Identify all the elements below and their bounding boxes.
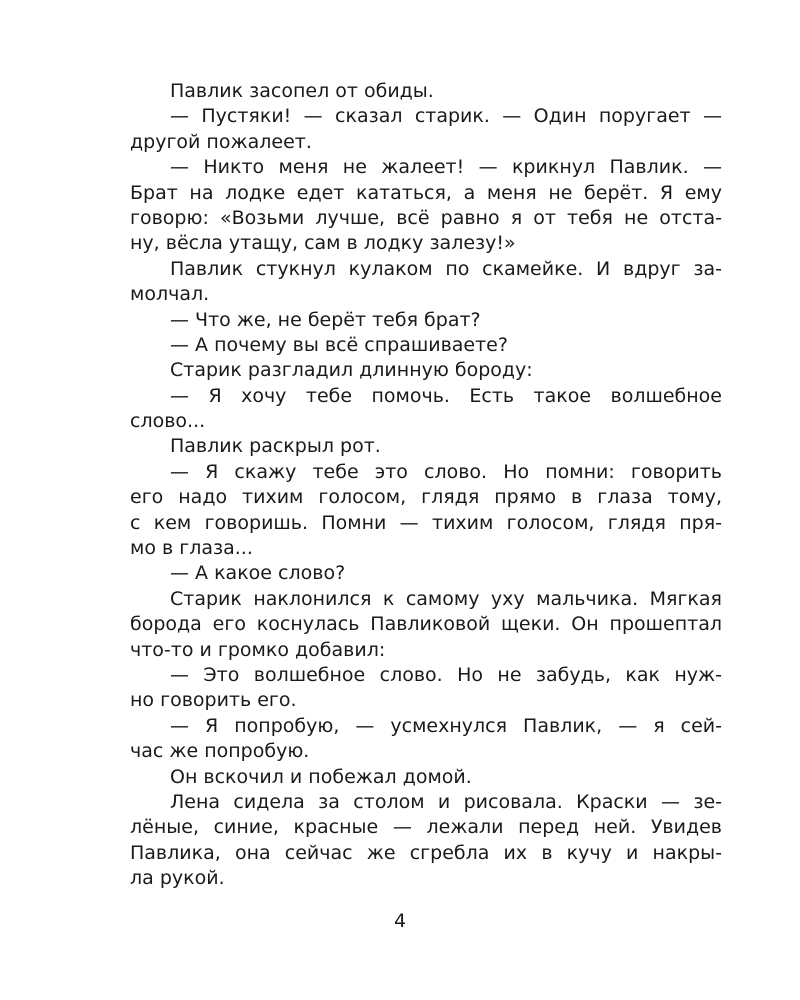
text-line: Он вскочил и побежал домой.: [170, 765, 472, 788]
text-line: Павлик засопел от обиды.: [170, 80, 434, 102]
text-line: Старик наклонился к самому уху мальчика. Мягкая: [170, 587, 722, 610]
text-line: говорю: «Возьми лучше, всё равно я от тебя не отста-: [130, 206, 722, 229]
text-line: час же попробую.: [130, 740, 310, 763]
text-line: ну, вёсла утащу, сам в лодку залезу!»: [130, 232, 516, 255]
text-line: его надо тихим голосом, глядя прямо в глаза тому,: [130, 486, 722, 509]
text-line: слово...: [130, 410, 206, 433]
text-line: с кем говоришь. Помни — тихим голосом, глядя пря-: [130, 511, 722, 534]
text-line: Павлика, она сейчас же сгребла их в кучу и накры-: [130, 841, 722, 864]
text-line: другой пожалеет.: [130, 130, 312, 153]
text-line: борода его коснулась Павликовой щеки. Он прошептал: [130, 613, 722, 636]
book-page-text: [130, 79, 722, 892]
text-line: Лена сидела за столом и рисовала. Краски — зе-: [170, 790, 722, 813]
text-line: молчал.: [130, 283, 210, 306]
text-line: — Я хочу тебе помочь. Есть такое волшебное: [170, 384, 722, 407]
text-line: что-то и громко добавил:: [130, 638, 386, 661]
text-line: — Я скажу тебе это слово. Но помни: говорить: [170, 460, 722, 483]
text-line: — А какое слово?: [170, 562, 346, 585]
text-line: — Это волшебное слово. Но не забудь, как нуж-: [170, 663, 722, 686]
text-line: — А почему вы всё спрашиваете?: [170, 333, 508, 356]
text-line: — Я попробую, — усмехнулся Павлик, — я сей-: [170, 714, 722, 737]
text-line: лёные, синие, красные — лежали перед ней. Увидев: [130, 816, 722, 839]
text-line: ла рукой.: [130, 867, 225, 890]
page-number: 4: [393, 910, 407, 932]
text-line: но говорить его.: [130, 689, 297, 712]
text-line: — Пустяки! — сказал старик. — Один поругает —: [170, 105, 722, 128]
text-line: — Что же, не берёт тебя брат?: [170, 308, 481, 331]
text-line: мо в глаза...: [130, 537, 253, 560]
text-line: — Никто меня не жалеет! — крикнул Павлик. —: [170, 156, 722, 179]
text-line: Павлик раскрыл рот.: [170, 435, 381, 458]
text-line: Павлик стукнул кулаком по скамейке. И вдруг за-: [170, 257, 722, 280]
text-line: Брат на лодке едет кататься, а меня не берёт. Я ему: [130, 181, 722, 204]
text-line: Старик разгладил длинную бороду:: [170, 359, 533, 382]
